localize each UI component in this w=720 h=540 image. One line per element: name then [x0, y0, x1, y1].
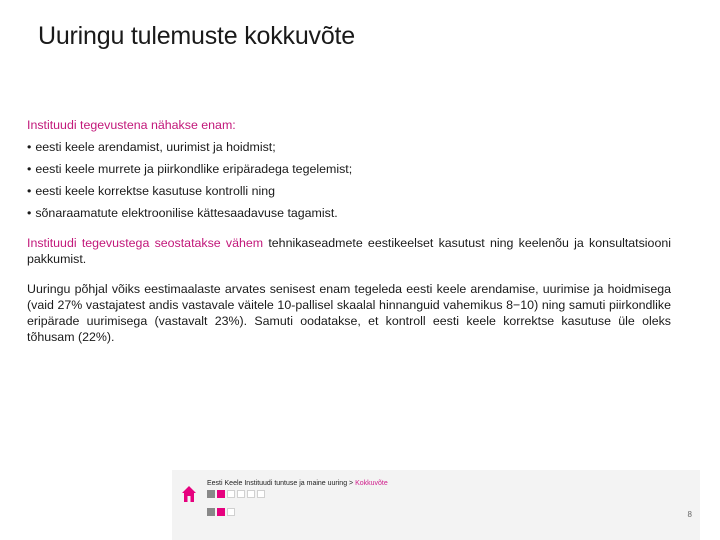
nav-square[interactable]: [257, 490, 265, 498]
bullet-list: [27, 139, 671, 221]
home-icon[interactable]: [182, 486, 196, 502]
nav-squares-top: [207, 490, 265, 498]
list-item: • eesti keele korrektse kasutuse kontrolli ning: [27, 184, 276, 198]
list-item: • eesti keele arendamist, uurimist ja hoidmist;: [27, 140, 276, 154]
bullet-icon: •: [27, 140, 32, 154]
breadcrumb-item[interactable]: Eesti Keele Instituudi tuntuse ja maine uuring: [207, 480, 348, 487]
bullet-icon: •: [27, 184, 32, 198]
paragraph-less-associated: Instituudi tegevustega seostatakse vähem tehnikaseadmete eestikeelset kasutust ning keelenõu ja konsultatsiooni pakkumist.: [27, 236, 671, 266]
nav-squares-bottom: [207, 508, 235, 516]
breadcrumb-current[interactable]: Kokkuvõte: [355, 480, 388, 487]
page-number: 8: [687, 510, 692, 519]
page-title: Uuringu tulemuste kokkuvõte: [38, 22, 355, 50]
nav-square-active[interactable]: [217, 508, 225, 516]
paragraph-summary: Uuringu põhjal võiks eestimaalaste arvates senisest enam tegeleda eesti keele arendamise, uurimise ja hoidmisega (vaid 27% vastajatest andis vastavale väitele 10-pallisel skaalal hinnanguid vahemikus 8−10) ning samuti piirkondlike eripärade uurimisega (vastavalt 23%). Samuti oodatakse, et kontroll eesti keele korrektse kasutuse üle oleks tõhusam (22%).: [27, 282, 671, 344]
footer-bar: [172, 470, 700, 540]
list-item: • eesti keele murrete ja piirkondlike eripäradega tegelemist;: [27, 162, 353, 176]
nav-square[interactable]: [237, 490, 245, 498]
nav-square[interactable]: [247, 490, 255, 498]
bullet-icon: •: [27, 206, 32, 220]
nav-square-active[interactable]: [217, 490, 225, 498]
bullet-icon: •: [27, 162, 32, 176]
nav-square[interactable]: [207, 508, 215, 516]
list-item: • sõnaraamatute elektroonilise kättesaadavuse tagamist.: [27, 206, 338, 220]
nav-square[interactable]: [207, 490, 215, 498]
intro-text: Instituudi tegevustena nähakse enam:: [27, 118, 236, 132]
nav-square[interactable]: [227, 508, 235, 516]
nav-square[interactable]: [227, 490, 235, 498]
breadcrumb: Eesti Keele Instituudi tuntuse ja maine uuring > Kokkuvõte: [207, 480, 388, 487]
content: [27, 117, 671, 345]
highlight-text: Instituudi tegevustega seostatakse vähem: [27, 236, 264, 250]
